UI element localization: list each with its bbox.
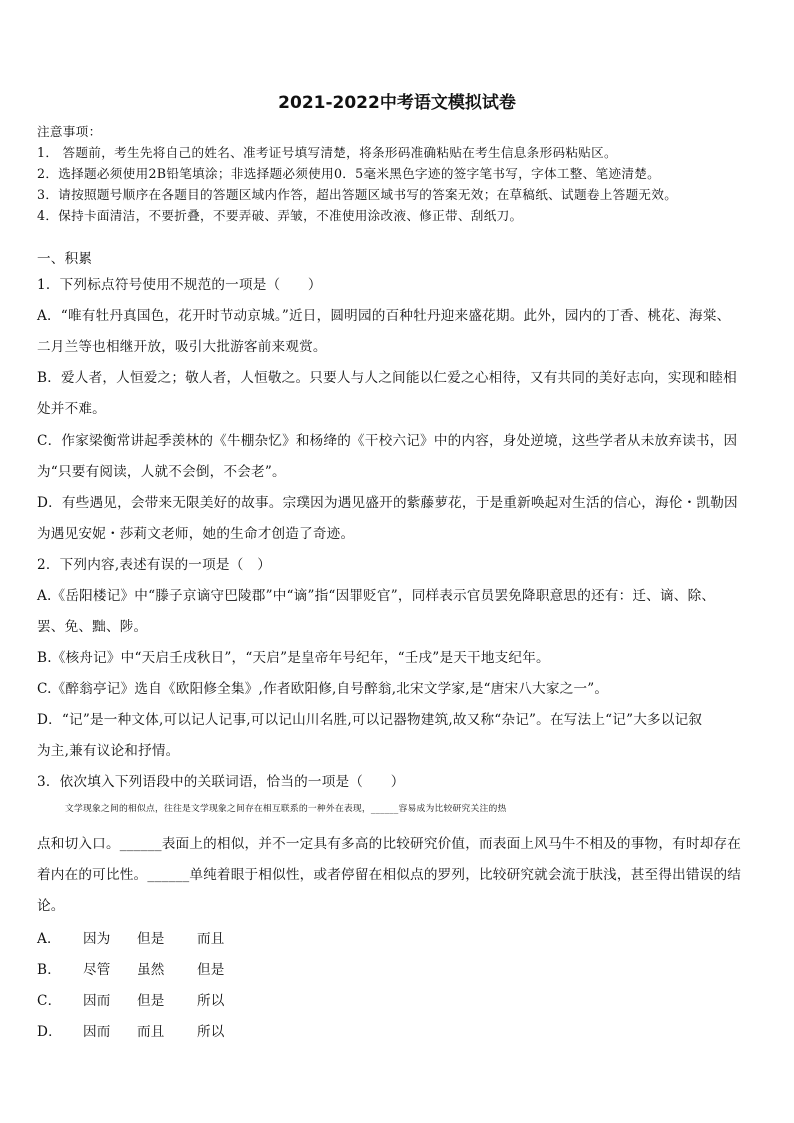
q3-option-b [37, 958, 757, 978]
q2-stem: 2．下列内容,表述有误的一项是（ ） [37, 557, 272, 573]
q1-option-b-line2: 处并不难。 [37, 401, 106, 417]
q3-passage-line4: 论。 [37, 898, 65, 914]
option-word-3: 而且 [197, 931, 225, 947]
option-word-1: 尽管 [83, 962, 111, 978]
q3-option-c [37, 989, 757, 1009]
option-word-3: 所以 [197, 1024, 225, 1040]
notice-heading: 注意事项： [37, 124, 102, 139]
q2-option-d-line1: D．“记”是一种文体,可以记人记事,可以记山川名胜,可以记器物建筑,故又称“杂记”。在写法上“记”大多以记叙 [37, 712, 703, 728]
q3-stem: 3．依次填入下列语段中的关联词语，恰当的一项是（ ） [37, 774, 405, 790]
option-word-1: 因为 [83, 931, 111, 947]
notice-item-2: 2．选择题必须使用2B铅笔填涂；非选择题必须使用0．5毫米黑色字迹的签字笔书写，字体工整、笔迹清楚。 [37, 166, 661, 181]
q3-passage-line3: 着内在的可比性。______单纯着眼于相似性，或者停留在相似点的罗列，比较研究就会流于肤浅，甚至得出错误的结 [37, 867, 742, 883]
option-label: D． [37, 1024, 62, 1040]
q3-passage-line1: 文学现象之间的相似点，往往是文学现象之间存在相互联系的一种外在表现，______容易成为比较研究关注的热 [65, 804, 507, 814]
notice-item-4: 4．保持卡面清洁，不要折叠，不要弄破、弄皱，不准使用涂改液、修正带、刮纸刀。 [37, 208, 523, 223]
q1-stem: 1．下列标点符号使用不规范的一项是（ ） [37, 277, 322, 293]
option-word-2: 但是 [137, 993, 165, 1009]
page-title: 2021-2022中考语文模拟试卷 [278, 93, 516, 113]
q3-passage-line2: 点和切入口。______表面上的相似，并不一定具有多高的比较研究价值，而表面上风马牛不相及的事物，有时却存在 [37, 836, 742, 852]
option-label: A． [37, 931, 61, 947]
option-word-3: 但是 [197, 962, 225, 978]
q2-option-a-line1: A.《岳阳楼记》中“滕子京谪守巴陵郡”中“谪”指“因罪贬官”，同样表示官员罢免降职意思的还有：迁、谪、除、 [37, 588, 716, 604]
option-label: C． [37, 993, 62, 1009]
q1-option-c-line2: 为“只要有阅读，人就不会倒，不会老”。 [37, 464, 286, 480]
option-word-2: 虽然 [137, 962, 165, 978]
option-word-1: 因而 [83, 1024, 111, 1040]
q3-option-a [37, 927, 757, 947]
notice-item-1: 1． 答题前，考生先将自己的姓名、准考证号填写清楚，将条形码准确粘贴在考生信息条形码粘贴区。 [37, 145, 617, 160]
section-heading: 一、积累 [37, 251, 93, 267]
notice-item-3: 3．请按照题号顺序在各题目的答题区域内作答，超出答题区域书写的答案无效；在草稿纸、试题卷上答题无效。 [37, 187, 678, 202]
q2-option-d-line2: 为主,兼有议论和抒情。 [37, 743, 180, 759]
q1-option-c-line1: C．作家梁衡常讲起季羡林的《牛棚杂忆》和杨绛的《干校六记》中的内容，身处逆境，这些学者从未放弃读书，因 [37, 433, 738, 449]
q2-option-a-line2: 罢、免、黜、陟。 [37, 619, 148, 635]
option-word-3: 所以 [197, 993, 225, 1009]
q1-option-b-line1: B．爱人者，人恒爱之；敬人者，人恒敬之。只要人与人之间能以仁爱之心相待，又有共同的美好志向，实现和睦相 [37, 370, 737, 386]
option-word-1: 因而 [83, 993, 111, 1009]
option-word-2: 但是 [137, 931, 165, 947]
q1-option-a-line2: 二月兰等也相继开放，吸引大批游客前来观赏。 [37, 339, 327, 355]
q2-option-b: B.《核舟记》中“天启壬戌秋日”，“天启”是皇帝年号纪年，“壬戌”是天干地支纪年。 [37, 650, 550, 666]
option-word-2: 而且 [137, 1024, 165, 1040]
q1-option-d-line2: 为遇见安妮・莎莉文老师，她的生命才创造了奇迹。 [37, 526, 355, 542]
q1-option-a-line1: A．“唯有牡丹真国色，花开时节动京城。”近日，圆明园的百种牡丹迎来盛花期。此外，园内的丁香、桃花、海棠、 [37, 308, 731, 324]
q1-option-d-line1: D．有些遇见，会带来无限美好的故事。宗璞因为遇见盛开的紫藤萝花，于是重新唤起对生活的信心，海伦・凯勒因 [37, 495, 738, 511]
option-label: B． [37, 962, 61, 978]
q2-option-c: C.《醉翁亭记》选自《欧阳修全集》,作者欧阳修,自号醉翁,北宋文学家,是“唐宋八大家之一”。 [37, 681, 609, 697]
q3-option-d [37, 1020, 757, 1040]
